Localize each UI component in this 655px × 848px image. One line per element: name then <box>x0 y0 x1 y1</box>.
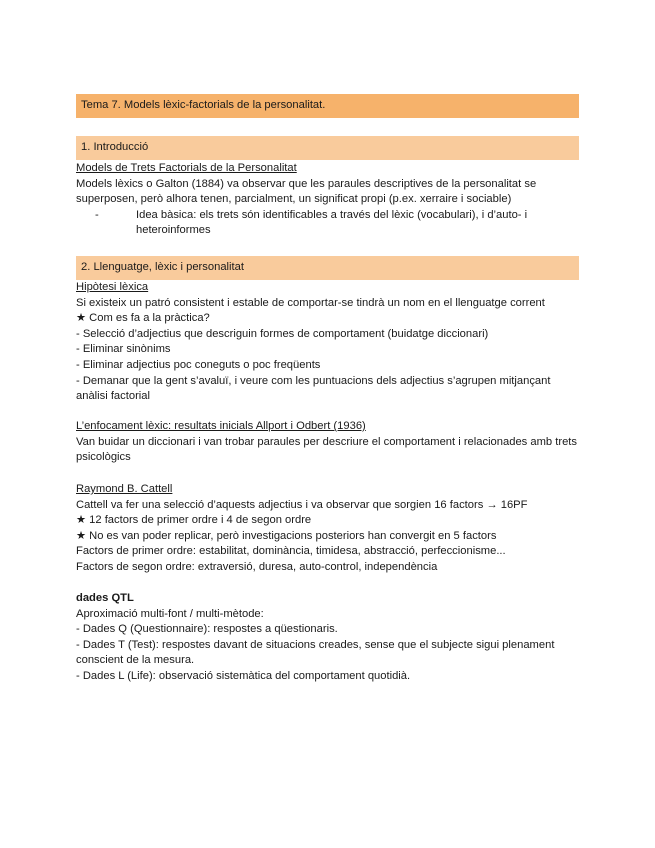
hypothesis-line: - Selecció d’adjectius que descriguin formes de comportament (buidatge diccionari) <box>76 327 489 340</box>
qtl-line: - Dades T (Test): respostes davant de situacions creades, sense que el subjecte sigui plenament conscient de la mesura. <box>76 638 555 667</box>
section-1-heading: 1. Introducció <box>81 141 149 154</box>
hypothesis-subheading: Hipòtesi lèxica <box>76 281 149 293</box>
qtl-line: - Dades L (Life): observació sistemàtica del comportament quotidià. <box>76 669 411 682</box>
hypothesis-line: - Eliminar sinònims <box>76 343 171 356</box>
cattell-line: Factors de primer ordre: estabilitat, dominància, timidesa, abstracció, perfeccionisme... <box>76 545 506 558</box>
bullet-dash: - <box>95 208 99 221</box>
qtl-line: - Dades Q (Questionnaire): respostes a qüestionaris. <box>76 623 338 636</box>
hypothesis-line: ★ Com es fa a la pràctica? <box>76 312 210 325</box>
section-1-heading-bar <box>76 136 579 160</box>
allport-block <box>76 419 579 466</box>
cattell-line: Cattell va fer una selecció d’aquests adjectius i va observar que sorgien 16 factors → 16PF <box>76 498 528 511</box>
qtl-subheading: dades QTL <box>76 592 134 604</box>
section-2-heading: 2. Llenguatge, lèxic i personalitat <box>81 261 244 274</box>
section-1-bullet-text: Idea bàsica: els trets són identificables a través del lèxic (vocabulari), i d’auto- i heteroinformes <box>136 208 528 237</box>
hypothesis-block <box>76 280 579 405</box>
section-1-bullet <box>76 208 579 239</box>
hypothesis-line: - Demanar que la gent s’avaluï, i veure com les puntuacions dels adjectius s’agrupen mitjançant anàlisi factorial <box>76 374 551 403</box>
cattell-line: ★ No es van poder replicar, però investigacions posteriors han convergit en 5 factors <box>76 529 497 542</box>
document-title: Tema 7. Models lèxic-factorials de la personalitat. <box>81 99 326 112</box>
cattell-block <box>76 482 579 576</box>
cattell-subheading: Raymond B. Cattell <box>76 483 173 495</box>
section-2-heading-bar <box>76 256 579 280</box>
hypothesis-line: - Eliminar adjectius poc coneguts o poc freqüents <box>76 358 321 371</box>
allport-paragraph: Van buidar un diccionari i van trobar paraules per descriure el comportament i relacionades amb trets psicològics <box>76 435 578 464</box>
document-title-bar <box>76 94 579 118</box>
qtl-line: Aproximació multi-font / multi-mètode: <box>76 607 264 620</box>
cattell-line: Factors de segon ordre: extraversió, duresa, auto-control, independència <box>76 560 438 573</box>
allport-subheading: L’enfocament lèxic: resultats inicials Allport i Odbert (1936) <box>76 420 366 432</box>
section-1-paragraph: Models lèxics o Galton (1884) va observar que les paraules descriptives de la personalitat se superposen, però alhora tenen, parcialment, un significat propi (p.ex. xerraire i sociable) <box>76 177 537 206</box>
section-1-content <box>76 161 579 239</box>
qtl-block <box>76 591 579 685</box>
section-1-subheading: Models de Trets Factorials de la Personalitat <box>76 162 297 174</box>
hypothesis-line: Si existeix un patró consistent i estable de comportar-se tindrà un nom en el llenguatge corrent <box>76 296 545 309</box>
cattell-line: ★ 12 factors de primer ordre i 4 de segon ordre <box>76 514 312 527</box>
